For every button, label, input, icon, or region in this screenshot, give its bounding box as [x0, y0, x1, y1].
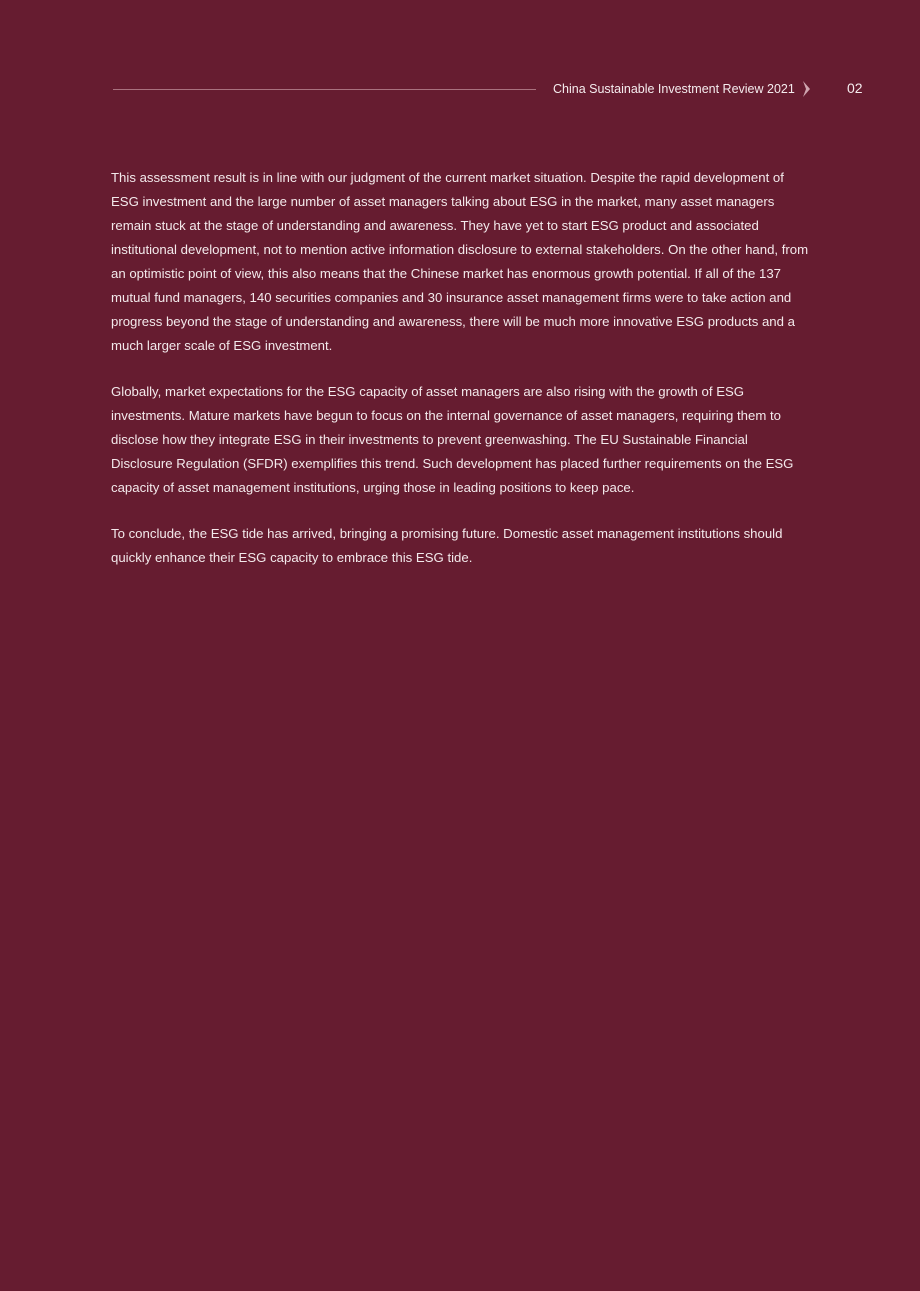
paragraph: This assessment result is in line with our judgment of the current market situation. Despite the rapid development of ESG investment and the large number of asset managers talking about ESG in the market, many asset managers remain stuck at the stage of understanding and awareness. They have yet to start ESG product and associated institutional development, not to mention active information disclosure to external stakeholders. On the other hand, from an optimistic point of view, this also means that the Chinese market has enormous growth potential. If all of the 137 mutual fund managers, 140 securities companies and 30 insurance asset management firms were to take action and progress beyond the stage of understanding and awareness, there will be much more innovative ESG products and a much larger scale of ESG investment. — [111, 170, 809, 353]
running-title: China Sustainable Investment Review 2021 — [553, 82, 795, 96]
body-text — [111, 166, 811, 592]
chevron-right-icon — [801, 80, 813, 98]
paragraph: Globally, market expectations for the ESG capacity of asset managers are also rising with the growth of ESG investments. Mature markets have begun to focus on the internal governance of asset managers, requiring them to disclose how they integrate ESG in their investments to prevent greenwashing. The EU Sustainable Financial Disclosure Regulation (SFDR) exemplifies this trend. Such development has placed further requirements on the ESG capacity of asset management institutions, urging those in leading positions to keep pace. — [111, 384, 794, 495]
paragraph: To conclude, the ESG tide has arrived, bringing a promising future. Domestic asset management institutions should quickly enhance their ESG capacity to embrace this ESG tide. — [111, 526, 783, 565]
header-rule — [113, 89, 536, 90]
page-number: 02 — [847, 80, 863, 96]
